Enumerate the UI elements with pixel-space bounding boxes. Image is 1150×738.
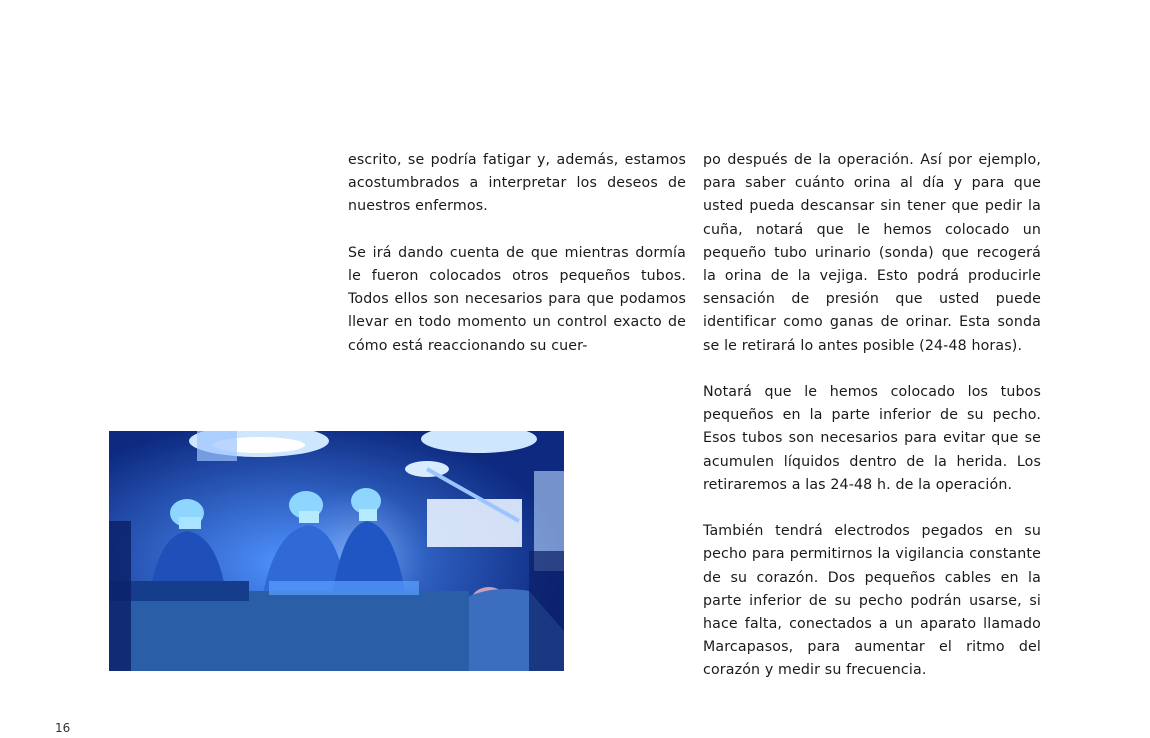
operating-room-photo xyxy=(109,431,564,671)
photo-window xyxy=(427,499,522,547)
right-paragraph-2: Notará que le hemos colocado los tubos pequeños en la parte inferior de su pecho. Esos tubos son necesarios para evitar que se acumulen líquidos dentro de la herida. Los retiraremos a las 24-48 h. de la operación. xyxy=(703,384,1041,493)
page-number: 16 xyxy=(55,721,71,735)
right-paragraph-3: También tendrá electrodos pegados en su pecho para permitirnos la vigilancia constante de su corazón. Dos pequeños cables en la parte inferior de su pecho podrán usarse, si hace falta, conectados a un aparato llamado Marcapasos, para aumentar el ritmo del corazón y medir su frecuencia. xyxy=(703,523,1041,679)
left-text-column xyxy=(348,149,686,358)
left-paragraph-2: Se irá dando cuenta de que mientras dormía le fueron colocados otros pequeños tubos. Todos ellos son necesarios para que podamos llevar en todo momento un control exacto de cómo está reaccionando su cuer- xyxy=(348,244,686,354)
surgical-drape xyxy=(109,591,469,671)
right-paragraph-1: po después de la operación. Así por ejemplo, para saber cuánto orina al día y para que usted pueda descansar sin tener que pedir la cuña, notará que le hemos colocado un pequeño tubo urinario (sonda) que recogerá la orina de la vejiga. Esto podrá producirle sensación de presión que usted puede identificar como ganas de orinar. Esta sonda se le retirará lo antes posible (24-48 horas). xyxy=(703,152,1041,354)
left-paragraph-1: escrito, se podría fatigar y, además, estamos acostumbrados a interpretar los deseos de nuestros enfermos. xyxy=(348,152,686,215)
right-text-column xyxy=(703,149,1041,683)
